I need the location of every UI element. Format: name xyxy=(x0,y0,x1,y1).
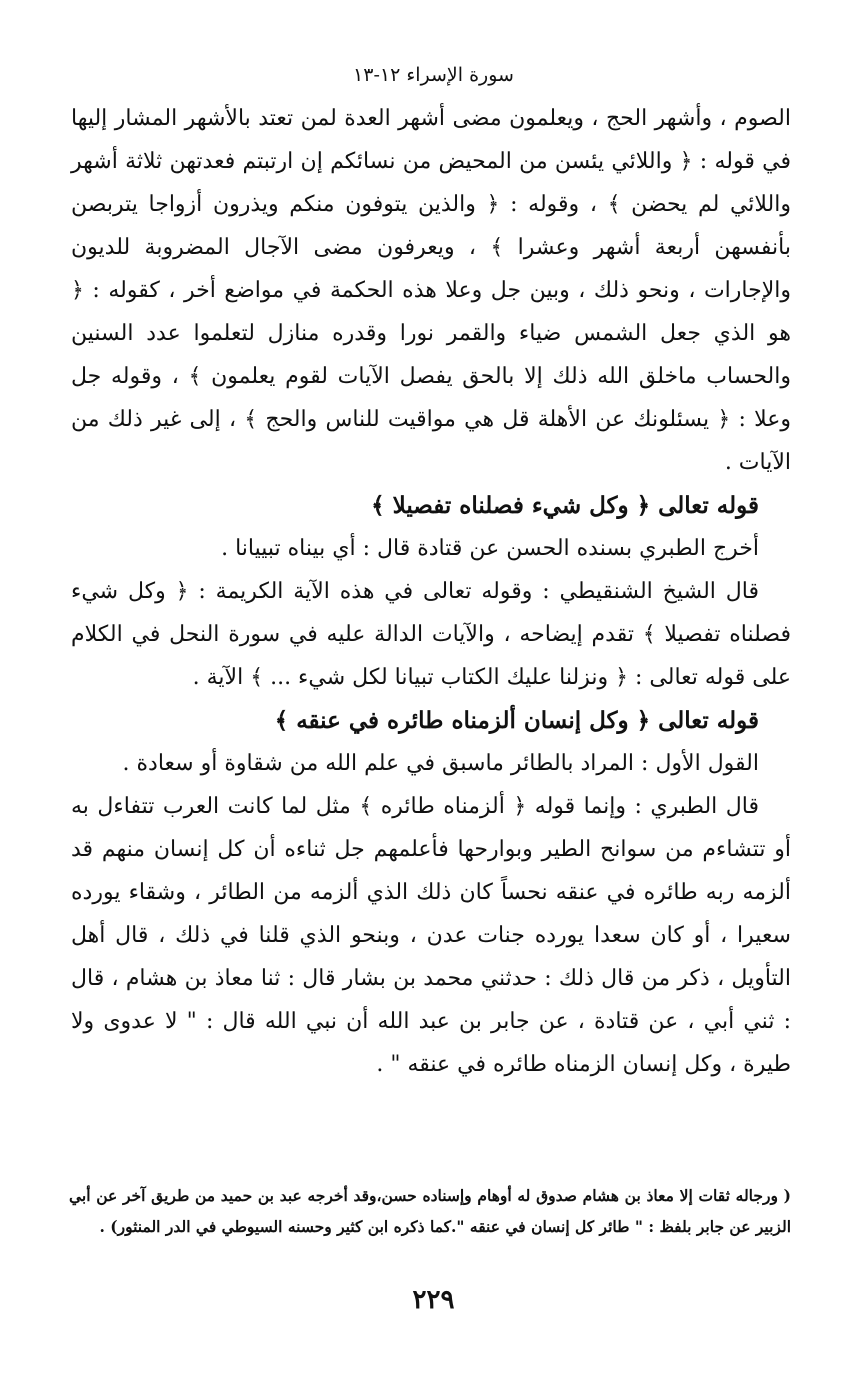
section-heading: قوله تعالى ﴿ وكل شيء فصلناه تفصيلا ﴾ xyxy=(371,492,759,519)
paragraph: القول الأول : المراد بالطائر ماسبق في علم الله من شقاوة أو سعادة . xyxy=(122,751,759,776)
paragraph: قال الشيخ الشنقيطي : وقوله تعالى في هذه الآية الكريمة : ﴿ وكل شيء فصلناه تفصيلا ﴾ تقدم إيضاحه ، والآيات الدالة عليه في سورة النحل في الكلام على قوله تعالى : ﴿ ونزلنا عليك الكتاب تبيانا لكل شيء ... ﴾ الآية . xyxy=(71,579,791,690)
paragraph: أخرج الطبري بسنده الحسن عن قتادة قال : أي بيناه تبييانا . xyxy=(221,536,759,561)
paragraph: قال الطبري : وإنما قوله ﴿ ألزمناه طائره ﴾ مثل لما كانت العرب تتفاءل به أو تتشاءم من سوانح الطير وبوارحها فأعلمهم جل ثناءه أن كل إنسان منهم قد ألزمه ربه طائره في عنقه نحساً كان ذلك الذي ألزمه من الطائر ، وشقاء يورده سعيرا ، أو كان سعدا يورده جنات عدن ، وبنحو الذي قلنا في ذلك ، قال أهل التأويل ، ذكر من قال ذلك : حدثني محمد بن بشار قال : ثنا معاذ بن هشام ، قال : ثني أبي ، عن قتادة ، عن جابر بن عبد الله أن نبي الله قال : " لا عدوى ولا طيرة ، وكل إنسان الزمناه طائره في عنقه " . xyxy=(71,794,791,1077)
footnote-text: ( ورجاله ثقات إلا معاذ بن هشام صدوق له أوهام وإسناده حسن،وقد أخرجه عبد بن حميد من طريق آخر عن أبي الزبير عن جابر بلفظ : " طائر كل إنسان في عنقه ".كما ذكره ابن كثير وحسنه السيوطي في الدر المنثور) . xyxy=(69,1186,791,1236)
running-header: سورة الإسراء ١٢-١٣ xyxy=(353,64,514,86)
paragraph-continuation: الصوم ، وأشهر الحج ، ويعلمون مضى أشهر العدة لمن تعتد بالأشهر المشار إليها في قوله : ﴿ واللائي يئسن من المحيض من نسائكم إن ارتبتم فعدتهن ثلاثة أشهر واللائي لم يحضن ﴾ ، وقوله : ﴿ والذين يتوفون منكم ويذرون أزواجا يتربصن بأنفسهن أربعة أشهر وعشرا ﴾ ، ويعرفون مضى الآجال المضروبة للديون والإجارات ، ونحو ذلك ، وبين جل وعلا هذه الحكمة في مواضع أخر ، كقوله : ﴿ هو الذي جعل الشمس ضياء والقمر نورا وقدره منازل لتعلموا عدد السنين والحساب ماخلق الله ذلك إلا بالحق يفصل الآيات لقوم يعلمون ﴾ ، وقوله جل وعلا : ﴿ يسئلونك عن الأهلة قل هي مواقيت للناس والحج ﴾ ، إلى غير ذلك من الآيات . xyxy=(71,106,791,475)
main-text xyxy=(71,97,791,1086)
footnote xyxy=(69,1180,791,1242)
section-heading: قوله تعالى ﴿ وكل إنسان ألزمناه طائره في عنقه ﴾ xyxy=(274,707,759,734)
page-number: ٢٢٩ xyxy=(412,1285,455,1315)
